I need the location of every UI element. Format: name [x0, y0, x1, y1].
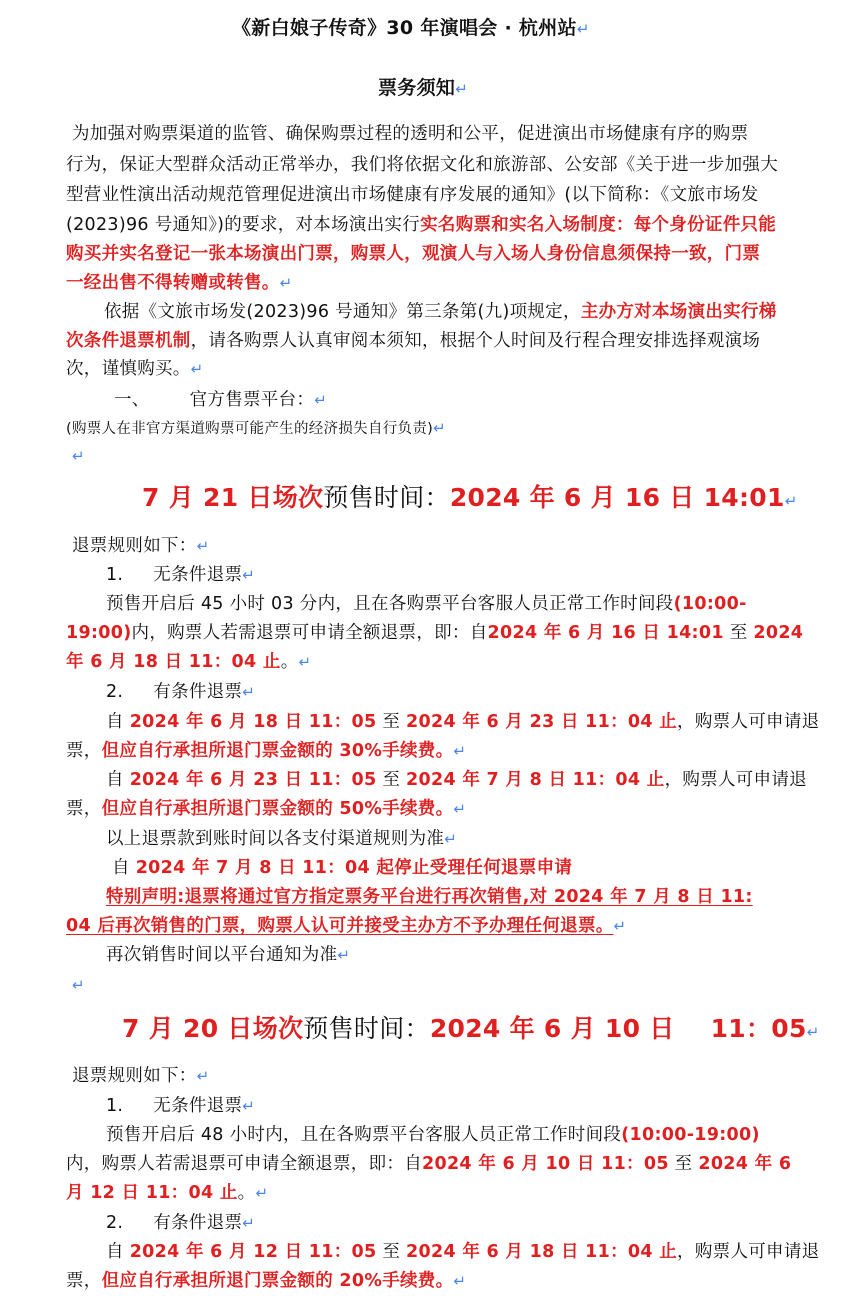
show1-cond-line: 自 2024 年 6 月 23 日 11：05 至 2024 年 7 月 8 日 11：04 止，购票人可申请退: [106, 770, 807, 790]
show1-uncond-line: 19:00)内，购票人若需退票可申请全额退票，即：自2024 年 6 月 16 日 14:01 至 2024: [66, 623, 804, 643]
paragraph-mark-icon: ↵: [444, 830, 458, 848]
paragraph-mark-icon: ↵: [433, 419, 446, 437]
intro-line: 行为，保证大型群众活动正常举办，我们将依据文化和旅游部、公安部《关于进一步加强大: [66, 155, 778, 175]
paragraph-mark-icon: ↵: [190, 360, 204, 378]
paragraph-mark-icon: ↵: [242, 1214, 256, 1232]
empty-paragraph: [72, 444, 85, 468]
show2-rules-label: 退票规则如下：↵: [72, 1066, 210, 1086]
paragraph-mark-icon: ↵: [298, 653, 312, 671]
paragraph-mark-icon: ↵: [242, 683, 256, 701]
paragraph-mark-icon: ↵: [453, 742, 467, 760]
paragraph-mark-icon: ↵: [242, 566, 256, 584]
paragraph-mark-icon: ↵: [337, 946, 351, 964]
intro-line: 型营业性演出活动规范管理促进演出市场健康有序发展的通知》(以下简称：《文旅市场发: [66, 185, 759, 205]
empty-paragraph: [72, 973, 85, 997]
show1-uncond-line: 预售开启后 45 小时 03 分内，且在各购票平台客服人员正常工作时间段(10:00-: [106, 594, 747, 614]
show2-uncond-heading: 1. 无条件退票↵: [106, 1096, 256, 1116]
show1-cond-line: 票，但应自行承担所退门票金额的 30%手续费。↵: [66, 741, 467, 761]
paragraph-mark-icon: ↵: [279, 274, 293, 292]
show2-cond-line: 自 2024 年 6 月 12 日 11：05 至 2024 年 6 月 18 日 11：04 止，购票人可申请退: [106, 1242, 820, 1262]
page-title: 《新白娘子传奇》30 年演唱会 · 杭州站↵: [232, 17, 590, 39]
show1-rules-label: 退票规则如下：↵: [72, 536, 210, 556]
page-subtitle: 票务须知↵: [378, 77, 469, 99]
show2-cond-heading: 2. 有条件退票↵: [106, 1213, 256, 1233]
show2-cond-line: 票，但应自行承担所退门票金额的 20%手续费。↵: [66, 1271, 467, 1291]
show1-stop-notice: 自 2024 年 7 月 8 日 11：04 起停止受理任何退票申请: [112, 858, 573, 878]
show1-resale-note: 再次销售时间以平台通知为准↵: [106, 945, 351, 965]
paragraph-mark-icon: ↵: [613, 917, 627, 935]
show2-uncond-line: 月 12 日 11：04 止。↵: [66, 1183, 269, 1203]
paragraph-mark-icon: ↵: [72, 976, 85, 994]
show2-uncond-line: 预售开启后 48 小时内，且在各购票平台客服人员正常工作时间段(10:00-19:00): [106, 1125, 760, 1145]
paragraph-mark-icon: ↵: [455, 80, 469, 98]
paragraph-mark-icon: ↵: [453, 800, 467, 818]
paragraph-mark-icon: ↵: [314, 391, 328, 409]
basis-line: 依据《文旅市场发(2023)96 号通知》第三条第(九)项规定，主办方对本场演出实行梯: [104, 302, 777, 322]
paragraph-mark-icon: ↵: [576, 20, 590, 38]
paragraph-mark-icon: ↵: [784, 492, 798, 510]
paragraph-mark-icon: ↵: [196, 1067, 210, 1085]
intro-line-highlight: 购买并实名登记一张本场演出门票，购票人，观演人与入场人身份信息须保持一致，门票: [66, 244, 761, 264]
show1-heading: 7 月 21 日场次预售时间：2024 年 6 月 16 日 14:01↵: [142, 483, 798, 512]
platform-note: (购票人在非官方渠道购票可能产生的经济损失自行负责)↵: [66, 419, 446, 437]
paragraph-mark-icon: ↵: [806, 1023, 820, 1041]
show1-cond-line: 票，但应自行承担所退门票金额的 50%手续费。↵: [66, 799, 467, 819]
show1-refund-time: 以上退票款到账时间以各支付渠道规则为准↵: [106, 829, 458, 849]
paragraph-mark-icon: ↵: [72, 447, 85, 465]
show1-cond-line: 自 2024 年 6 月 18 日 11：05 至 2024 年 6 月 23 日 11：04 止，购票人可申请退: [106, 712, 820, 732]
show2-heading: 7 月 20 日场次预售时间：2024 年 6 月 10 日 11：05↵: [122, 1014, 820, 1043]
show1-uncond-line: 年 6 月 18 日 11：04 止。↵: [66, 652, 312, 672]
paragraph-mark-icon: ↵: [242, 1097, 256, 1115]
paragraph-mark-icon: ↵: [196, 537, 210, 555]
show1-cond-heading: 2. 有条件退票↵: [106, 682, 256, 702]
basis-line: 次，谨慎购买。↵: [66, 359, 204, 379]
show1-special-statement: 04 后再次销售的门票，购票人认可并接受主办方不予办理任何退票。↵: [66, 916, 627, 936]
basis-line: 次条件退票机制，请各购票人认真审阅本须知，根据个人时间及行程合理安排选择观演场: [66, 331, 761, 351]
show1-uncond-heading: 1. 无条件退票↵: [106, 565, 256, 585]
intro-line: 为加强对购票渠道的监管、确保购票过程的透明和公平，促进演出市场健康有序的购票: [72, 124, 749, 144]
intro-line-highlight: 一经出售不得转赠或转售。↵: [66, 273, 293, 293]
intro-line: (2023)96 号通知》)的要求，对本场演出实行实名购票和实名入场制度：每个身份证件只能: [66, 215, 777, 235]
platform-heading: 一、 官方售票平台：↵: [114, 390, 328, 410]
show2-uncond-line: 内，购票人若需退票可申请全额退票，即：自2024 年 6 月 10 日 11：05 至 2024 年 6: [66, 1154, 792, 1174]
paragraph-mark-icon: ↵: [453, 1272, 467, 1290]
paragraph-mark-icon: ↵: [255, 1184, 269, 1202]
show1-special-statement: 特别声明:退票将通过官方指定票务平台进行再次销售,对 2024 年 7 月 8 日 11:: [106, 887, 753, 907]
